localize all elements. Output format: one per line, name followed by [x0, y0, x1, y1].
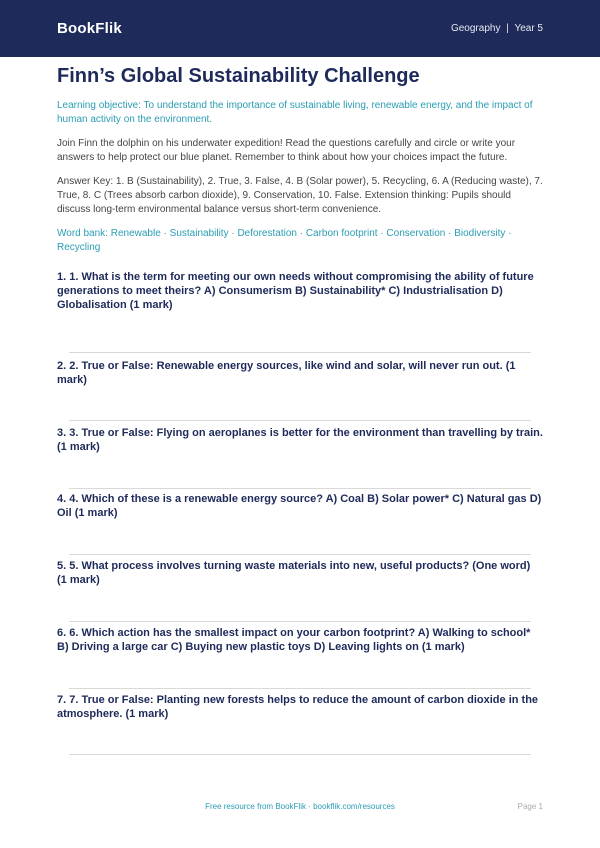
answer-line-7[interactable]: [69, 754, 531, 755]
subject-label: Geography: [450, 23, 501, 34]
word-bank: Word bank: Renewable · Sustainability · Deforestation · Carbon footprint · Conservation · Biodiversity · Recycling: [57, 228, 512, 253]
question-6: 6. 6. Which action has the smallest impact on your carbon footprint? A) Walking to school* B) Driving a large car C) Buying new plastic toys D) Leaving lights on (1 mark): [57, 627, 531, 653]
learning-objective: Learning objective: To understand the importance of sustainable living, renewable energy, and the impact of human activity on the environment.: [57, 100, 533, 125]
header-meta: [451, 23, 543, 34]
page-number: Page 1: [517, 802, 543, 811]
brand-logo-text: BookFlik: [57, 20, 122, 37]
page-footer: [0, 802, 600, 816]
page-header: [0, 0, 600, 57]
year-label: Year 5: [514, 23, 543, 34]
answer-key: Answer Key: 1. B (Sustainability), 2. True, 3. False, 4. B (Solar power), 5. Recycling, 6. A (Reducing waste), 7. True, 8. C (Trees absorb carbon dioxide), 9. Conservation, 10. False. Extension thinking: Pupils should discuss long-term environmental balance versus short-term convenience.: [57, 176, 543, 215]
worksheet-title: Finn’s Global Sustainability Challenge: [57, 65, 420, 87]
question-7: 7. 7. True or False: Planting new forests helps to reduce the amount of carbon dioxide in the atmosphere. (1 mark): [57, 694, 539, 720]
worksheet-content: [57, 63, 543, 755]
question-list: [57, 270, 543, 755]
question-2: 2. 2. True or False: Renewable energy sources, like wind and solar, will never run out. (1 mark): [57, 360, 516, 386]
question-1: 1. 1. What is the term for meeting our own needs without compromising the ability of future generations to meet theirs? A) Consumerism B) Sustainability* C) Industrialisation D) Globalisation (1 mark): [57, 271, 534, 311]
meta-separator: |: [506, 23, 509, 34]
intro-text: Join Finn the dolphin on his underwater expedition! Read the questions carefully and circle or write your answers to help protect our blue planet. Remember to think about how your choices impact the future.: [57, 138, 516, 163]
footer-resource-link[interactable]: Free resource from BookFlik · bookflik.com/resources: [205, 802, 395, 811]
question-4: 4. 4. Which of these is a renewable energy source? A) Coal B) Solar power* C) Natural gas D) Oil (1 mark): [57, 493, 542, 519]
question-5: 5. 5. What process involves turning waste materials into new, useful products? (One word) (1 mark): [57, 560, 531, 586]
question-3: 3. 3. True or False: Flying on aeroplanes is better for the environment than travelling by train. (1 mark): [57, 427, 543, 453]
